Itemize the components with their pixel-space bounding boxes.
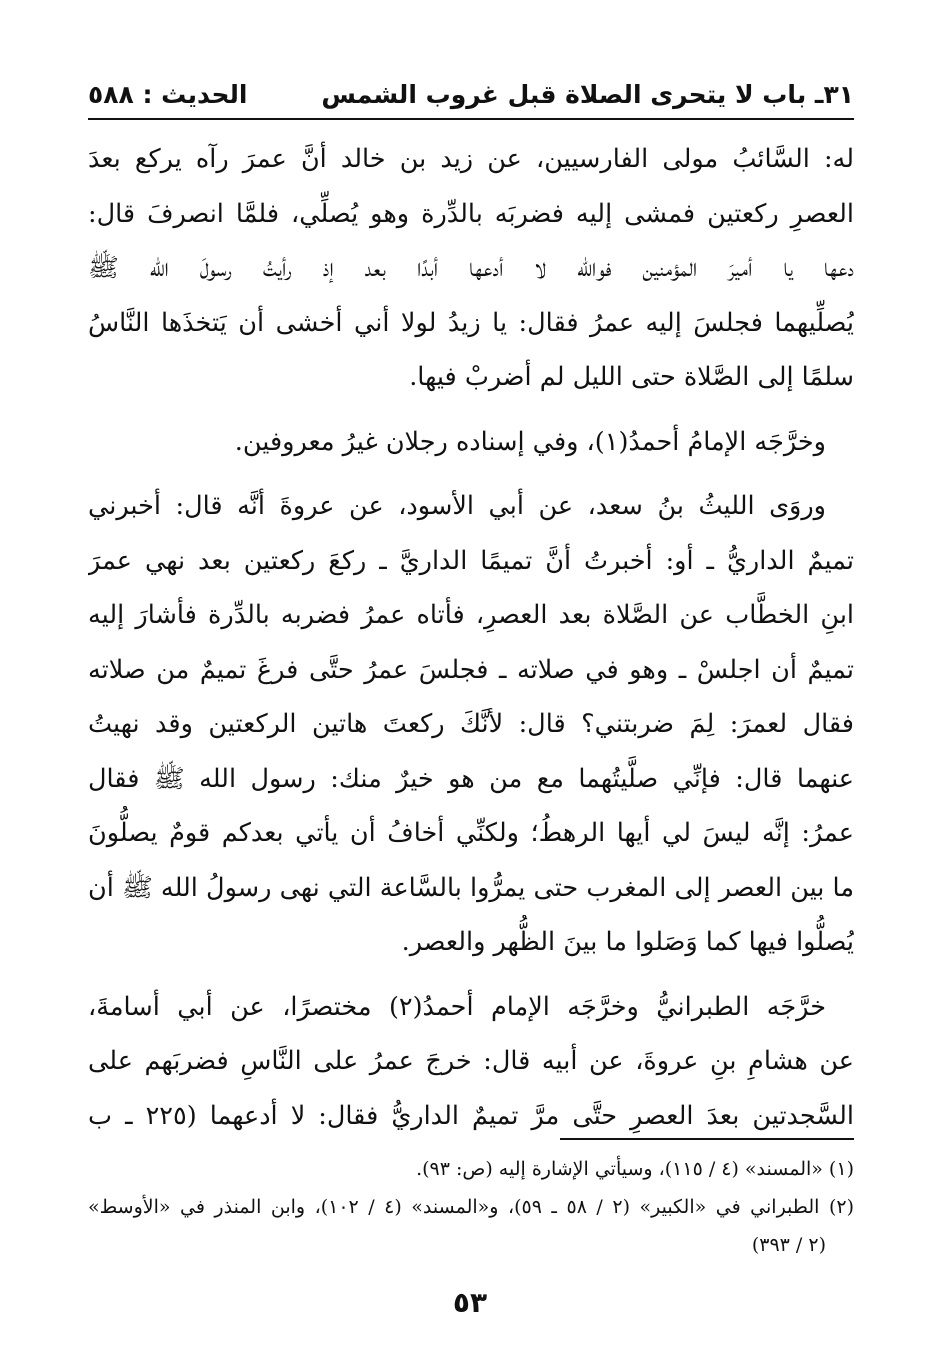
text-line: يُصلُّوا فيها كما وَصَلوا ما بينَ الظُّهر والعصر. — [401, 927, 854, 957]
text-line: وروَى الليثُ بنُ سعد، عن أبي الأسود، عن عروةَ أنَّه قال: أخبرني — [88, 491, 826, 521]
text-line: تميمٌ أن اجلسْ ـ وهو في صلاته ـ فجلسَ عمرُ حتَّى فرغَ تميمٌ من صلاته — [88, 654, 854, 685]
text-line: عنهما قال: فإنِّي صلَّيتُهما مع من هو خيرٌ منك: رسول الله ﷺ فقال — [88, 763, 854, 794]
footnote-divider — [560, 1138, 854, 1140]
text-line: عمرُ: إنَّه ليسَ لي أيها الرهطُ؛ ولكنِّي أخافُ أن يأتي بعدكم قومٌ يصلُّونَ — [88, 818, 854, 848]
text-line: وخرَّجَه الإمامُ أحمدُ(١)، وفي إسناده رجلان غيرُ معروفين. — [234, 426, 826, 457]
text-line: له: السَّائبُ مولى الفارسيين، عن زيد بن خالد أنَّ عمرَ رآه يركع بعدَ — [88, 144, 854, 174]
running-header — [88, 78, 854, 118]
text-line: تميمٌ الداريُّ ـ أو: أخبرتُ أنَّ تميمًا الداريَّ ـ ركعَ ركعتين بعد نهي عمرَ — [88, 545, 854, 576]
text-line: خرَّجَه الطبرانيُّ وخرَّجَه الإمام أحمدُ(٢) مختصرًا، عن أبي أسامةَ، — [88, 991, 826, 1022]
text-line: دعها يا أميرَ المؤمنين فوالله لا أدعها أبدًا بعد إذ رأيتُ رسولَ الله ﷺ — [88, 253, 854, 283]
header-divider — [88, 118, 854, 120]
page-number: ٥٣ — [452, 1286, 488, 1319]
text-line: العصرِ ركعتين فمشى إليه فضربَه بالدِّرة وهو يُصلِّي، فلمَّا انصرفَ قال: — [88, 198, 854, 229]
text-line: فقال لعمرَ: لِمَ ضربتني؟ قال: لأنَّكَ ركعتَ هاتين الركعتين وقد نهيتُ — [88, 709, 854, 739]
paragraph — [88, 132, 854, 405]
footnote: (١) «المسند» (٤ / ١١٥)، وسيأتي الإشارة إليه (ص: ٩٣). — [416, 1158, 854, 1180]
hadith-number: الحديث : ٥٨٨ — [88, 80, 248, 109]
footnote-continuation: (٢ / ٣٩٣) — [751, 1234, 826, 1256]
footnote: (٢) الطبراني في «الكبير» (٢ / ٥٨ ـ ٥٩)، و«المسند» (٤ / ١٠٢)، وابن المنذر في «الأوسط» — [88, 1196, 854, 1218]
text-line: سلمًا إلى الصَّلاة حتى الليل لم أضربْ فيها. — [409, 362, 854, 392]
text-line: السَّجدتين بعدَ العصرِ حتَّى مرَّ تميمٌ الداريُّ فقال: لا أدعهما (٢٢٥ ـ ب — [88, 1100, 854, 1131]
main-text — [88, 132, 854, 1143]
footnotes — [88, 1150, 854, 1264]
paragraph — [88, 479, 854, 970]
paragraph — [88, 980, 854, 1144]
chapter-title: ٣١ـ باب لا يتحرى الصلاة قبل غروب الشمس — [321, 80, 854, 109]
text-line: ما بين العصر إلى المغرب حتى يمرُّوا بالسَّاعة التي نهى رسولُ الله ﷺ أن — [88, 872, 854, 903]
text-line: يُصلِّيهما فجلسَ إليه عمرُ فقال: يا زيدُ لولا أني أخشى أن يَتخذَها النَّاسُ — [88, 307, 854, 338]
text-line: ابنِ الخطَّاب عن الصَّلاة بعد العصرِ، فأتاه عمرُ فضربه بالدِّرة فأشارَ إليه — [88, 600, 854, 630]
text-line: عن هشامِ بنِ عروةَ، عن أبيه قال: خرجَ عمرُ على النَّاسِ فضربَهم على — [88, 1046, 854, 1076]
paragraph — [88, 415, 854, 470]
